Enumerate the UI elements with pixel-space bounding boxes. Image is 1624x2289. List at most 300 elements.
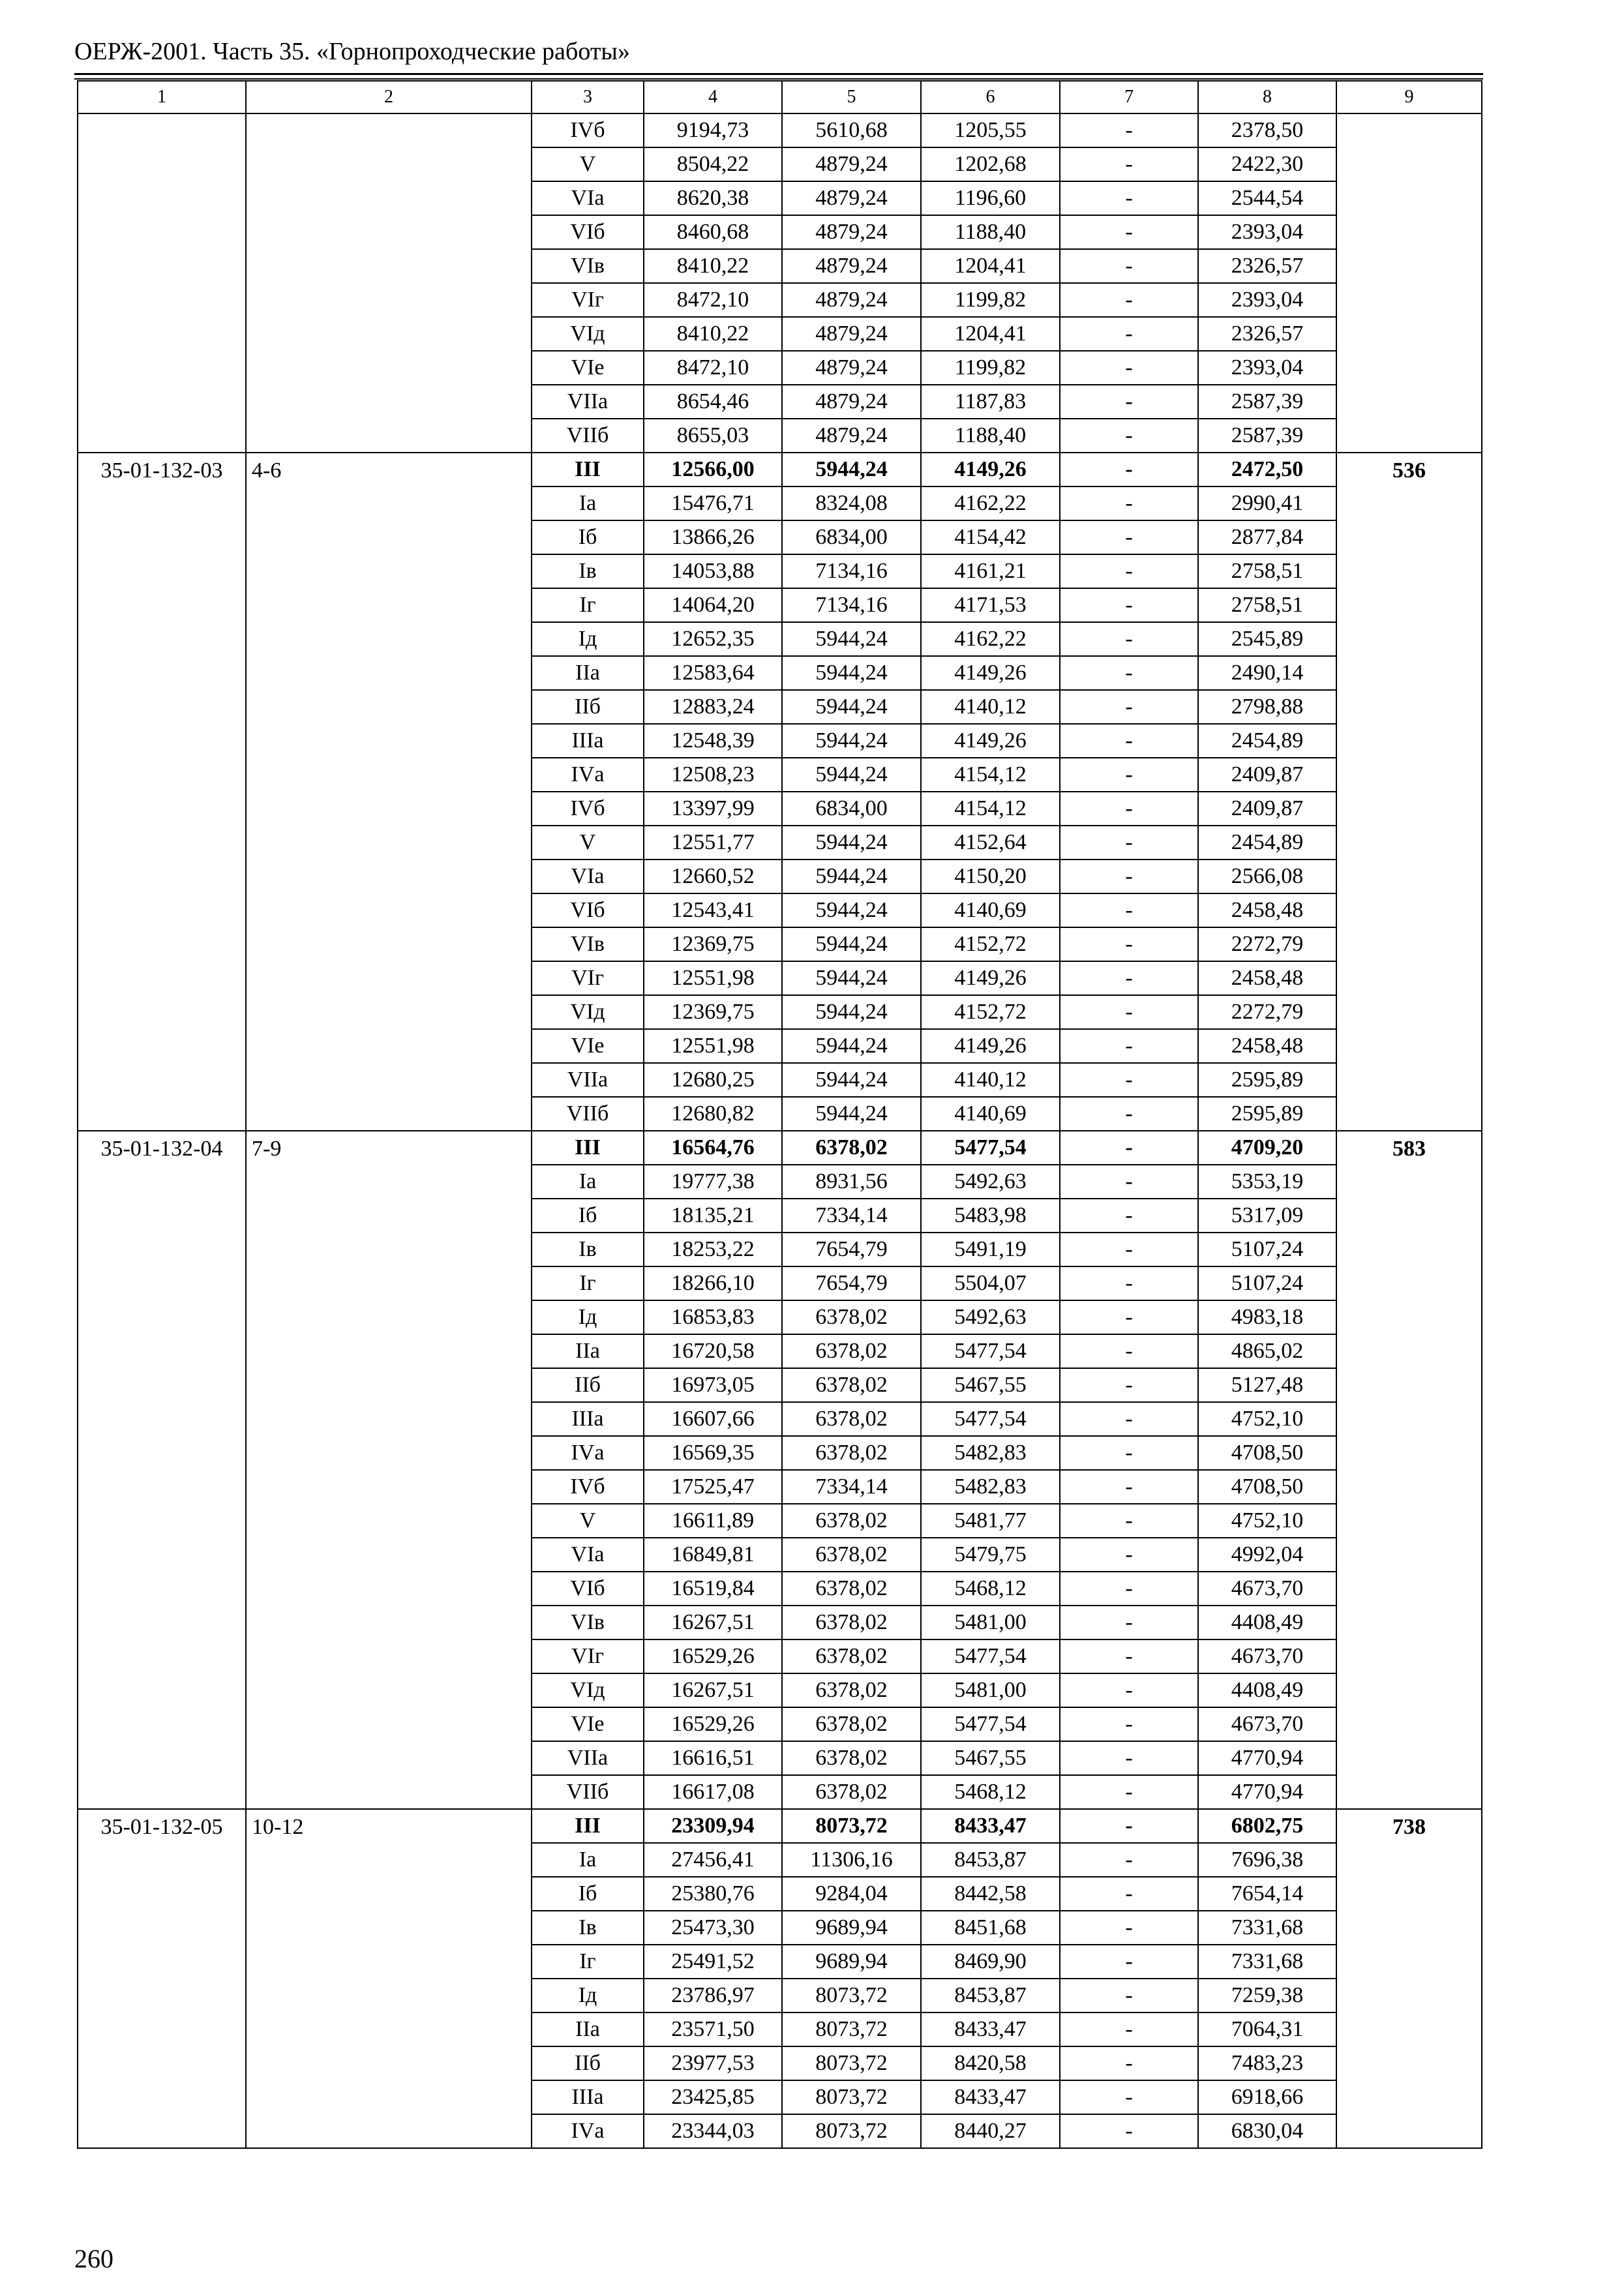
wages-cell: 8073,72 [782, 1979, 921, 2012]
driver-wages-cell: - [1060, 1368, 1198, 1402]
materials-cell: 2458,48 [1198, 961, 1336, 995]
norm-code-cell: 35-01-132-04 [78, 1131, 246, 1809]
total-cost-cell: 23425,85 [644, 2080, 782, 2114]
wages-cell: 4879,24 [782, 385, 921, 419]
total-cost-cell: 16607,66 [644, 1402, 782, 1436]
region-cell: VIб [532, 215, 644, 249]
materials-cell: 4673,70 [1198, 1707, 1336, 1741]
wages-cell: 6378,02 [782, 1572, 921, 1606]
total-cost-cell: 16853,83 [644, 1300, 782, 1334]
total-cost-cell: 12508,23 [644, 758, 782, 792]
driver-wages-cell: - [1060, 181, 1198, 215]
wages-cell: 8073,72 [782, 2046, 921, 2080]
machines-cell: 4161,21 [921, 554, 1060, 588]
materials-cell: 2566,08 [1198, 860, 1336, 893]
header-rule-thick [74, 73, 1483, 75]
wages-cell: 6378,02 [782, 1368, 921, 1402]
materials-cell: 4752,10 [1198, 1402, 1336, 1436]
machines-cell: 5467,55 [921, 1741, 1060, 1775]
materials-cell: 5127,48 [1198, 1368, 1336, 1402]
total-cost-cell: 23344,03 [644, 2114, 782, 2148]
total-cost-cell: 16564,76 [644, 1131, 782, 1165]
resource-code-cell: 583 [1336, 1131, 1482, 1809]
machines-cell: 1199,82 [921, 283, 1060, 317]
total-cost-cell: 16519,84 [644, 1572, 782, 1606]
region-cell: VIа [532, 1538, 644, 1572]
page-number: 260 [74, 2244, 113, 2273]
machines-cell: 5492,63 [921, 1300, 1060, 1334]
materials-cell: 6802,75 [1198, 1809, 1336, 1843]
machines-cell: 5483,98 [921, 1199, 1060, 1233]
column-number: 8 [1198, 81, 1336, 113]
region-cell: VIа [532, 181, 644, 215]
total-cost-cell: 16616,51 [644, 1741, 782, 1775]
total-cost-cell: 16973,05 [644, 1368, 782, 1402]
materials-cell: 4708,50 [1198, 1436, 1336, 1470]
wages-cell: 5944,24 [782, 656, 921, 690]
wages-cell: 5944,24 [782, 1063, 921, 1097]
machines-cell: 8433,47 [921, 1809, 1060, 1843]
materials-cell: 2326,57 [1198, 249, 1336, 283]
machines-cell: 4162,22 [921, 622, 1060, 656]
wages-cell: 5944,24 [782, 724, 921, 758]
wages-cell: 4879,24 [782, 351, 921, 385]
parameter-range-cell: 7-9 [246, 1131, 532, 1809]
wages-cell: 6378,02 [782, 1402, 921, 1436]
total-cost-cell: 16267,51 [644, 1606, 782, 1639]
materials-cell: 6830,04 [1198, 2114, 1336, 2148]
region-cell: IIб [532, 2046, 644, 2080]
region-cell: VIIб [532, 1775, 644, 1809]
region-cell: IVб [532, 1470, 644, 1504]
materials-cell: 2490,14 [1198, 656, 1336, 690]
region-cell: Iг [532, 1266, 644, 1300]
driver-wages-cell: - [1060, 622, 1198, 656]
driver-wages-cell: - [1060, 1504, 1198, 1538]
machines-cell: 5477,54 [921, 1131, 1060, 1165]
materials-cell: 2326,57 [1198, 317, 1336, 351]
wages-cell: 6378,02 [782, 1300, 921, 1334]
region-cell: IVа [532, 2114, 644, 2148]
total-cost-cell: 14053,88 [644, 554, 782, 588]
wages-cell: 5944,24 [782, 893, 921, 927]
wages-cell: 6834,00 [782, 792, 921, 826]
total-cost-cell: 14064,20 [644, 588, 782, 622]
machines-cell: 4149,26 [921, 1029, 1060, 1063]
materials-cell: 4708,50 [1198, 1470, 1336, 1504]
wages-cell: 6378,02 [782, 1538, 921, 1572]
region-cell: VIг [532, 1639, 644, 1673]
region-cell: VIIа [532, 1063, 644, 1097]
wages-cell: 4879,24 [782, 317, 921, 351]
materials-cell: 5317,09 [1198, 1199, 1336, 1233]
driver-wages-cell: - [1060, 1877, 1198, 1911]
materials-cell: 2472,50 [1198, 453, 1336, 486]
driver-wages-cell: - [1060, 1470, 1198, 1504]
machines-cell: 1196,60 [921, 181, 1060, 215]
region-cell: VIв [532, 1606, 644, 1639]
region-cell: III [532, 1131, 644, 1165]
table-row [78, 453, 1482, 486]
machines-cell: 5481,77 [921, 1504, 1060, 1538]
region-cell: III [532, 1809, 644, 1843]
wages-cell: 6378,02 [782, 1775, 921, 1809]
total-cost-cell: 15476,71 [644, 486, 782, 520]
materials-cell: 2458,48 [1198, 1029, 1336, 1063]
total-cost-cell: 16611,89 [644, 1504, 782, 1538]
region-cell: VIд [532, 1673, 644, 1707]
region-cell: Iб [532, 520, 644, 554]
materials-cell: 2587,39 [1198, 419, 1336, 453]
total-cost-cell: 16529,26 [644, 1639, 782, 1673]
total-cost-cell: 25491,52 [644, 1945, 782, 1979]
total-cost-cell: 12883,24 [644, 690, 782, 724]
machines-cell: 5468,12 [921, 1775, 1060, 1809]
materials-cell: 2454,89 [1198, 826, 1336, 860]
machines-cell: 4149,26 [921, 724, 1060, 758]
materials-cell: 4752,10 [1198, 1504, 1336, 1538]
materials-cell: 2990,41 [1198, 486, 1336, 520]
total-cost-cell: 16267,51 [644, 1673, 782, 1707]
materials-cell: 4408,49 [1198, 1673, 1336, 1707]
driver-wages-cell: - [1060, 1775, 1198, 1809]
wages-cell: 9284,04 [782, 1877, 921, 1911]
total-cost-cell: 12551,77 [644, 826, 782, 860]
total-cost-cell: 8410,22 [644, 317, 782, 351]
wages-cell: 8073,72 [782, 2012, 921, 2046]
total-cost-cell: 8655,03 [644, 419, 782, 453]
driver-wages-cell: - [1060, 995, 1198, 1029]
total-cost-cell: 12680,25 [644, 1063, 782, 1097]
materials-cell: 2545,89 [1198, 622, 1336, 656]
driver-wages-cell: - [1060, 1402, 1198, 1436]
driver-wages-cell: - [1060, 1131, 1198, 1165]
column-number: 9 [1336, 81, 1482, 113]
table-row [78, 1809, 1482, 1843]
materials-cell: 2393,04 [1198, 351, 1336, 385]
total-cost-cell: 12566,00 [644, 453, 782, 486]
machines-cell: 4140,12 [921, 690, 1060, 724]
machines-cell: 4162,22 [921, 486, 1060, 520]
driver-wages-cell: - [1060, 1097, 1198, 1131]
driver-wages-cell: - [1060, 1436, 1198, 1470]
machines-cell: 5481,00 [921, 1673, 1060, 1707]
region-cell: IVа [532, 1436, 644, 1470]
wages-cell: 7134,16 [782, 554, 921, 588]
wages-cell: 5944,24 [782, 826, 921, 860]
region-cell: VIд [532, 317, 644, 351]
region-cell: VIв [532, 927, 644, 961]
total-cost-cell: 27456,41 [644, 1843, 782, 1877]
materials-cell: 2595,89 [1198, 1063, 1336, 1097]
driver-wages-cell: - [1060, 385, 1198, 419]
machines-cell: 4154,42 [921, 520, 1060, 554]
driver-wages-cell: - [1060, 1639, 1198, 1673]
materials-cell: 2393,04 [1198, 215, 1336, 249]
wages-cell: 7334,14 [782, 1470, 921, 1504]
wages-cell: 6378,02 [782, 1707, 921, 1741]
driver-wages-cell: - [1060, 351, 1198, 385]
machines-cell: 8433,47 [921, 2080, 1060, 2114]
machines-cell: 4154,12 [921, 758, 1060, 792]
driver-wages-cell: - [1060, 1809, 1198, 1843]
region-cell: V [532, 826, 644, 860]
wages-cell: 4879,24 [782, 181, 921, 215]
driver-wages-cell: - [1060, 1945, 1198, 1979]
machines-cell: 8433,47 [921, 2012, 1060, 2046]
wages-cell: 5944,24 [782, 453, 921, 486]
table-row [78, 1131, 1482, 1165]
column-number: 4 [644, 81, 782, 113]
wages-cell: 8073,72 [782, 2080, 921, 2114]
materials-cell: 7331,68 [1198, 1945, 1336, 1979]
column-number: 2 [246, 81, 532, 113]
region-cell: IIа [532, 1334, 644, 1368]
machines-cell: 4152,72 [921, 995, 1060, 1029]
total-cost-cell: 23977,53 [644, 2046, 782, 2080]
wages-cell: 5944,24 [782, 622, 921, 656]
region-cell: VIIб [532, 419, 644, 453]
region-cell: Iа [532, 486, 644, 520]
resource-code-cell: 738 [1336, 1809, 1482, 2148]
driver-wages-cell: - [1060, 2046, 1198, 2080]
wages-cell: 8931,56 [782, 1165, 921, 1199]
materials-cell: 2544,54 [1198, 181, 1336, 215]
materials-cell: 2454,89 [1198, 724, 1336, 758]
total-cost-cell: 23786,97 [644, 1979, 782, 2012]
machines-cell: 5491,19 [921, 1233, 1060, 1266]
driver-wages-cell: - [1060, 1063, 1198, 1097]
region-cell: IIб [532, 1368, 644, 1402]
wages-cell: 6378,02 [782, 1436, 921, 1470]
driver-wages-cell: - [1060, 1165, 1198, 1199]
total-cost-cell: 12548,39 [644, 724, 782, 758]
rates-table [77, 80, 1482, 2149]
machines-cell: 4149,26 [921, 453, 1060, 486]
wages-cell: 6834,00 [782, 520, 921, 554]
materials-cell: 5353,19 [1198, 1165, 1336, 1199]
wages-cell: 5944,24 [782, 995, 921, 1029]
driver-wages-cell: - [1060, 215, 1198, 249]
region-cell: VIб [532, 1572, 644, 1606]
materials-cell: 6918,66 [1198, 2080, 1336, 2114]
region-cell: VIе [532, 1029, 644, 1063]
machines-cell: 5504,07 [921, 1266, 1060, 1300]
total-cost-cell: 13397,99 [644, 792, 782, 826]
materials-cell: 2587,39 [1198, 385, 1336, 419]
total-cost-cell: 23309,94 [644, 1809, 782, 1843]
column-number: 5 [782, 81, 921, 113]
region-cell: IIIа [532, 1402, 644, 1436]
wages-cell: 7134,16 [782, 588, 921, 622]
machines-cell: 8440,27 [921, 2114, 1060, 2148]
driver-wages-cell: - [1060, 453, 1198, 486]
total-cost-cell: 17525,47 [644, 1470, 782, 1504]
materials-cell: 2378,50 [1198, 113, 1336, 147]
driver-wages-cell: - [1060, 893, 1198, 927]
norm-code-cell [78, 113, 246, 453]
driver-wages-cell: - [1060, 113, 1198, 147]
machines-cell: 1199,82 [921, 351, 1060, 385]
wages-cell: 6378,02 [782, 1606, 921, 1639]
machines-cell: 4149,26 [921, 961, 1060, 995]
machines-cell: 5468,12 [921, 1572, 1060, 1606]
total-cost-cell: 8654,46 [644, 385, 782, 419]
total-cost-cell: 19777,38 [644, 1165, 782, 1199]
region-cell: IVа [532, 758, 644, 792]
total-cost-cell: 13866,26 [644, 520, 782, 554]
total-cost-cell: 25380,76 [644, 1877, 782, 1911]
materials-cell: 2272,79 [1198, 927, 1336, 961]
machines-cell: 8453,87 [921, 1843, 1060, 1877]
wages-cell: 5944,24 [782, 860, 921, 893]
wages-cell: 5944,24 [782, 690, 921, 724]
total-cost-cell: 12551,98 [644, 1029, 782, 1063]
machines-cell: 1205,55 [921, 113, 1060, 147]
total-cost-cell: 8472,10 [644, 351, 782, 385]
parameter-range-cell: 4-6 [246, 453, 532, 1131]
total-cost-cell: 12369,75 [644, 927, 782, 961]
wages-cell: 4879,24 [782, 419, 921, 453]
materials-cell: 2409,87 [1198, 758, 1336, 792]
materials-cell: 5107,24 [1198, 1266, 1336, 1300]
driver-wages-cell: - [1060, 2080, 1198, 2114]
total-cost-cell: 18135,21 [644, 1199, 782, 1233]
region-cell: III [532, 453, 644, 486]
driver-wages-cell: - [1060, 1572, 1198, 1606]
total-cost-cell: 12660,52 [644, 860, 782, 893]
driver-wages-cell: - [1060, 1979, 1198, 2012]
wages-cell: 8324,08 [782, 486, 921, 520]
total-cost-cell: 16849,81 [644, 1538, 782, 1572]
wages-cell: 6378,02 [782, 1673, 921, 1707]
driver-wages-cell: - [1060, 1029, 1198, 1063]
wages-cell: 6378,02 [782, 1334, 921, 1368]
machines-cell: 8453,87 [921, 1979, 1060, 2012]
norm-code-cell: 35-01-132-03 [78, 453, 246, 1131]
region-cell: V [532, 147, 644, 181]
wages-cell: 4879,24 [782, 215, 921, 249]
machines-cell: 4140,12 [921, 1063, 1060, 1097]
materials-cell: 2758,51 [1198, 554, 1336, 588]
wages-cell: 8073,72 [782, 1809, 921, 1843]
machines-cell: 8420,58 [921, 2046, 1060, 2080]
driver-wages-cell: - [1060, 1843, 1198, 1877]
driver-wages-cell: - [1060, 1300, 1198, 1334]
machines-cell: 5477,54 [921, 1402, 1060, 1436]
parameter-range-cell: 10-12 [246, 1809, 532, 2148]
region-cell: Iа [532, 1165, 644, 1199]
materials-cell: 4770,94 [1198, 1741, 1336, 1775]
region-cell: IVб [532, 792, 644, 826]
total-cost-cell: 8472,10 [644, 283, 782, 317]
driver-wages-cell: - [1060, 1707, 1198, 1741]
driver-wages-cell: - [1060, 792, 1198, 826]
driver-wages-cell: - [1060, 961, 1198, 995]
wages-cell: 9689,94 [782, 1945, 921, 1979]
total-cost-cell: 16569,35 [644, 1436, 782, 1470]
region-cell: VIIа [532, 1741, 644, 1775]
resource-code-cell: 536 [1336, 453, 1482, 1131]
wages-cell: 6378,02 [782, 1639, 921, 1673]
norm-code-cell: 35-01-132-05 [78, 1809, 246, 2148]
machines-cell: 4150,20 [921, 860, 1060, 893]
driver-wages-cell: - [1060, 2114, 1198, 2148]
wages-cell: 11306,16 [782, 1843, 921, 1877]
region-cell: Iд [532, 1300, 644, 1334]
machines-cell: 4140,69 [921, 1097, 1060, 1131]
materials-cell: 7483,23 [1198, 2046, 1336, 2080]
machines-cell: 5492,63 [921, 1165, 1060, 1199]
materials-cell: 4992,04 [1198, 1538, 1336, 1572]
materials-cell: 7331,68 [1198, 1911, 1336, 1945]
column-number-row [78, 81, 1482, 113]
materials-cell: 7696,38 [1198, 1843, 1336, 1877]
wages-cell: 5610,68 [782, 113, 921, 147]
driver-wages-cell: - [1060, 690, 1198, 724]
materials-cell: 2458,48 [1198, 893, 1336, 927]
total-cost-cell: 16529,26 [644, 1707, 782, 1741]
region-cell: Iб [532, 1199, 644, 1233]
driver-wages-cell: - [1060, 554, 1198, 588]
wages-cell: 4879,24 [782, 249, 921, 283]
region-cell: Iв [532, 554, 644, 588]
region-cell: V [532, 1504, 644, 1538]
materials-cell: 4865,02 [1198, 1334, 1336, 1368]
region-cell: VIIа [532, 385, 644, 419]
resource-code-cell [1336, 113, 1482, 453]
total-cost-cell: 12369,75 [644, 995, 782, 1029]
total-cost-cell: 25473,30 [644, 1911, 782, 1945]
region-cell: Iа [532, 1843, 644, 1877]
page-header-title: ОЕРЖ-2001. Часть 35. «Горнопроходческие работы» [74, 38, 630, 65]
column-number: 7 [1060, 81, 1198, 113]
wages-cell: 8073,72 [782, 2114, 921, 2148]
region-cell: VIIб [532, 1097, 644, 1131]
total-cost-cell: 8504,22 [644, 147, 782, 181]
driver-wages-cell: - [1060, 826, 1198, 860]
machines-cell: 4152,72 [921, 927, 1060, 961]
region-cell: Iд [532, 622, 644, 656]
region-cell: VIд [532, 995, 644, 1029]
machines-cell: 8469,90 [921, 1945, 1060, 1979]
region-cell: Iв [532, 1911, 644, 1945]
driver-wages-cell: - [1060, 147, 1198, 181]
machines-cell: 4154,12 [921, 792, 1060, 826]
wages-cell: 7334,14 [782, 1199, 921, 1233]
total-cost-cell: 8460,68 [644, 215, 782, 249]
wages-cell: 4879,24 [782, 283, 921, 317]
total-cost-cell: 16720,58 [644, 1334, 782, 1368]
driver-wages-cell: - [1060, 1233, 1198, 1266]
materials-cell: 2422,30 [1198, 147, 1336, 181]
machines-cell: 5481,00 [921, 1606, 1060, 1639]
driver-wages-cell: - [1060, 520, 1198, 554]
machines-cell: 8442,58 [921, 1877, 1060, 1911]
region-cell: IIIа [532, 724, 644, 758]
materials-cell: 2409,87 [1198, 792, 1336, 826]
total-cost-cell: 12543,41 [644, 893, 782, 927]
column-number: 1 [78, 81, 246, 113]
materials-cell: 4673,70 [1198, 1572, 1336, 1606]
driver-wages-cell: - [1060, 1911, 1198, 1945]
total-cost-cell: 9194,73 [644, 113, 782, 147]
materials-cell: 2798,88 [1198, 690, 1336, 724]
driver-wages-cell: - [1060, 656, 1198, 690]
wages-cell: 6378,02 [782, 1131, 921, 1165]
machines-cell: 5477,54 [921, 1334, 1060, 1368]
driver-wages-cell: - [1060, 758, 1198, 792]
